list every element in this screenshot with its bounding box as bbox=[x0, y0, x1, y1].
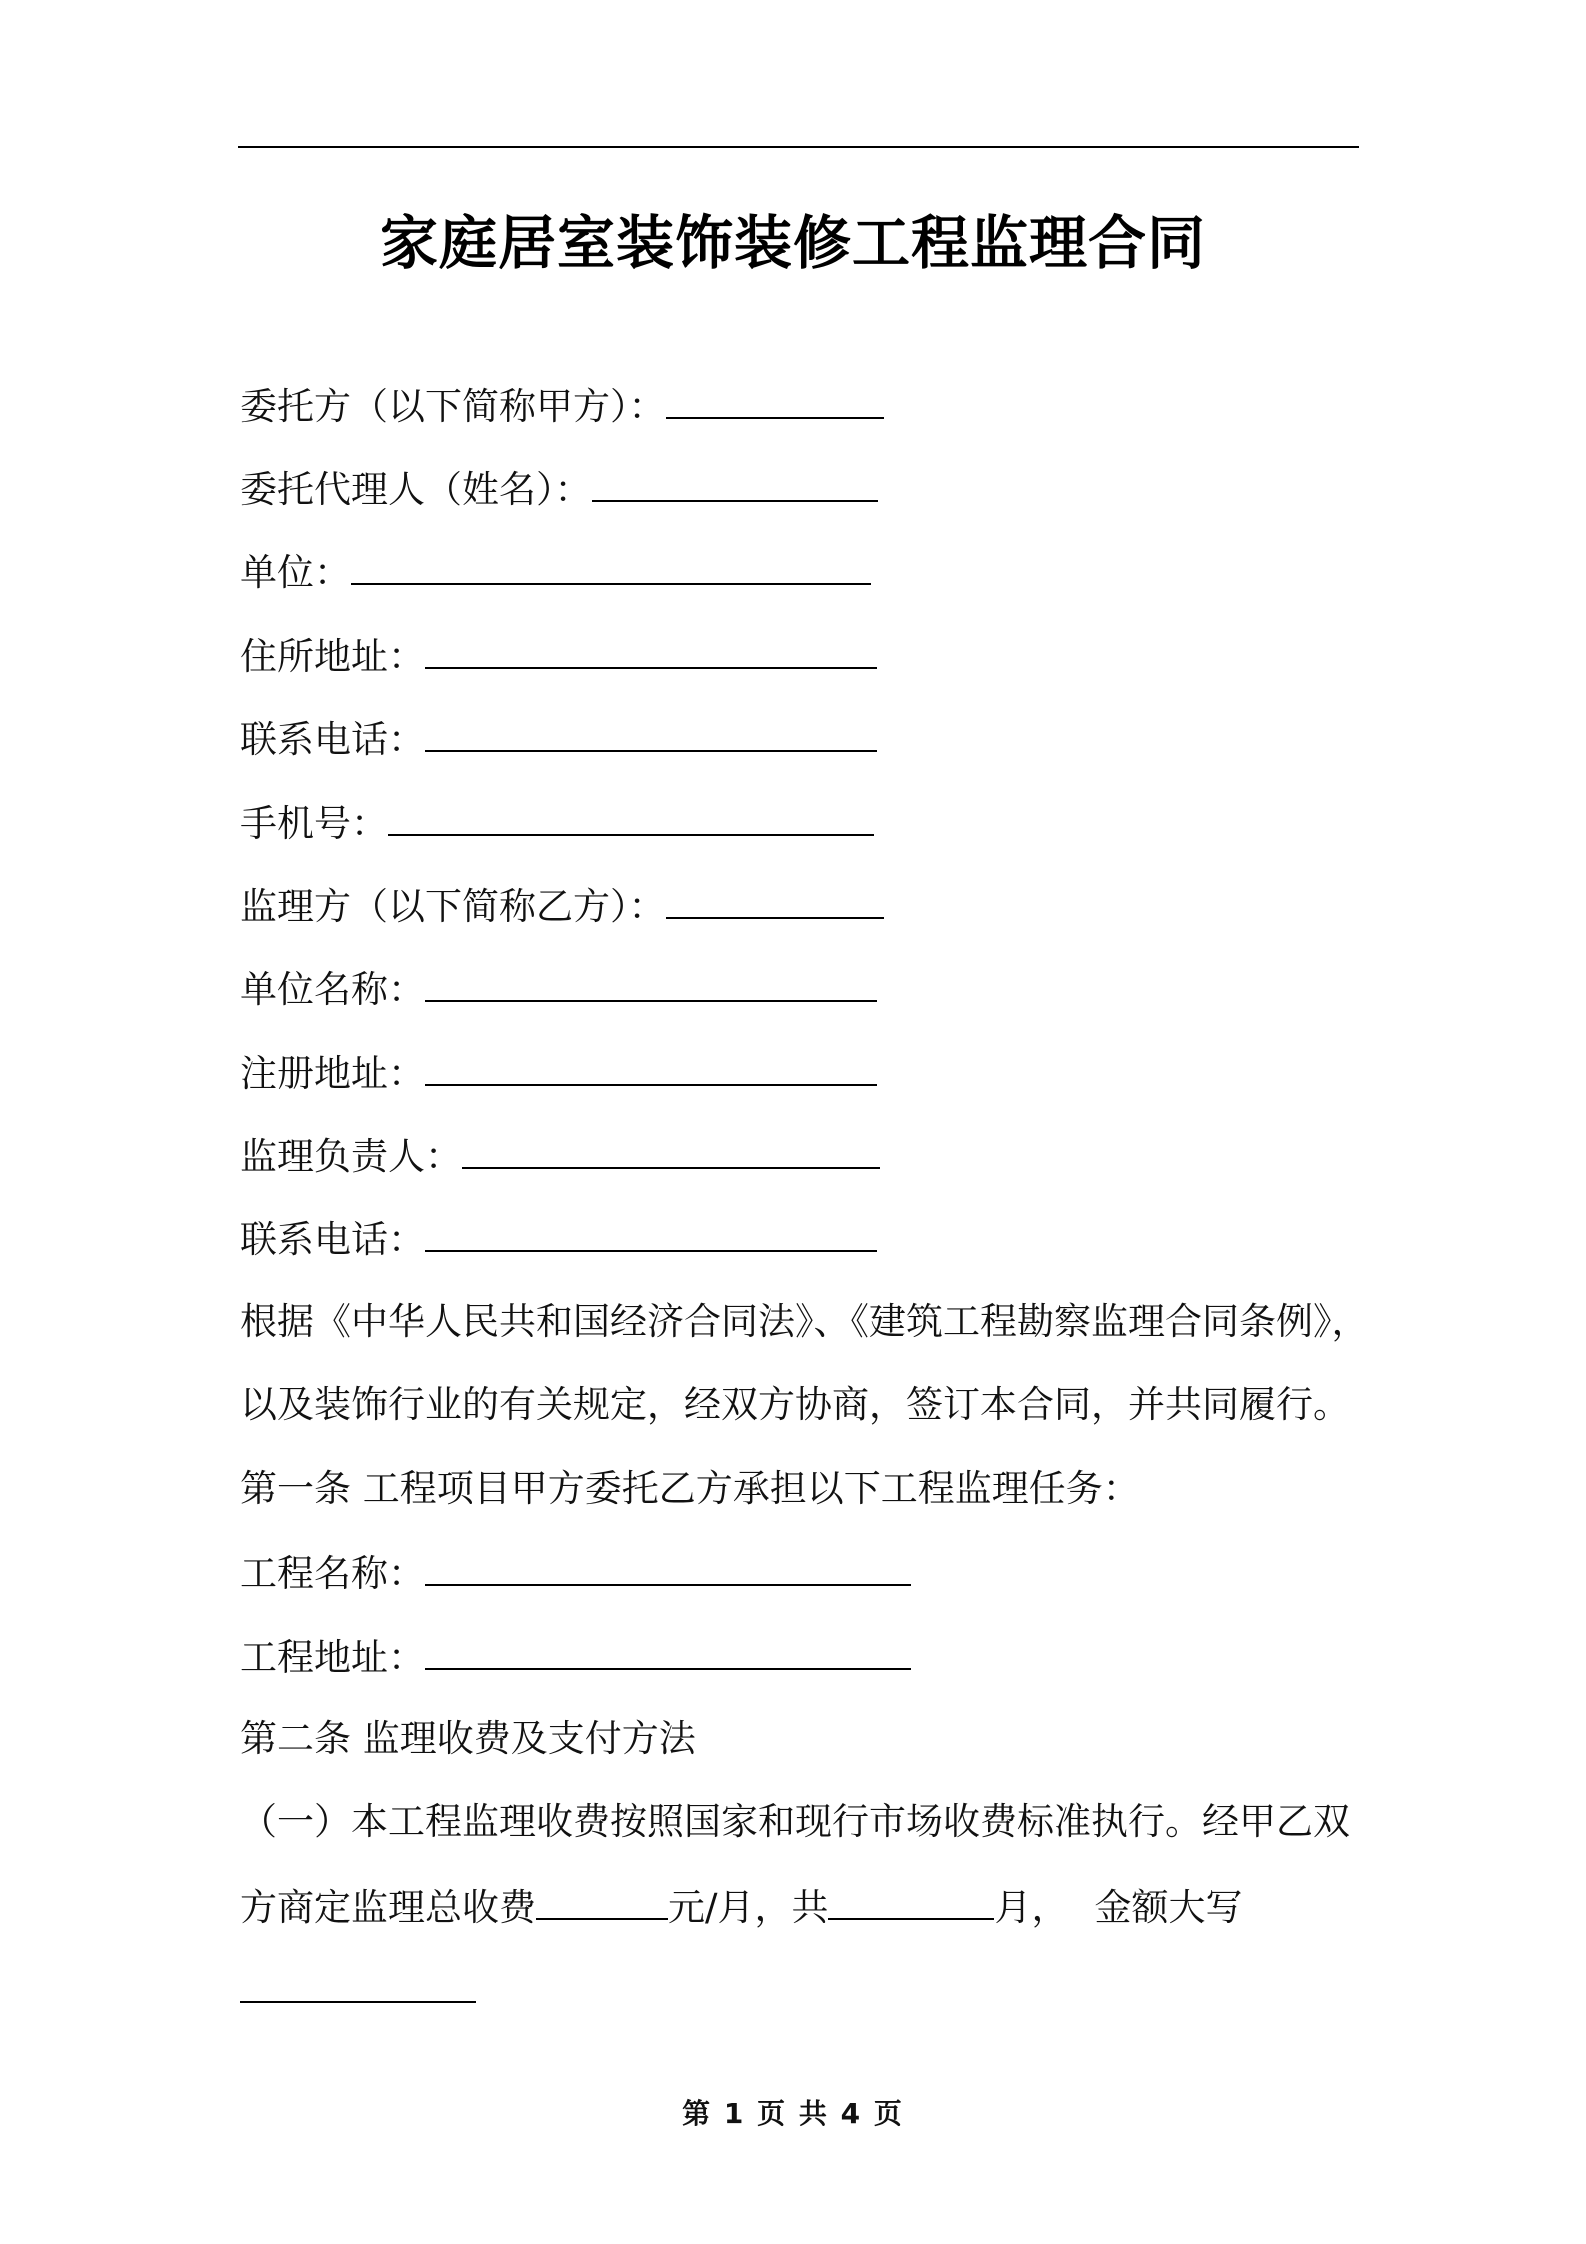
fee-unit-label: 元/月，共 bbox=[668, 1886, 829, 1929]
project-name-label: 工程名称： bbox=[240, 1552, 425, 1595]
amount-words-blank[interactable] bbox=[240, 1967, 476, 2003]
supervisor-line bbox=[240, 883, 884, 929]
page-footer: 第 1 页 共 4 页 bbox=[682, 2097, 904, 2130]
monthly-fee-blank[interactable] bbox=[536, 1884, 668, 1920]
project-address-label: 工程地址： bbox=[240, 1636, 425, 1679]
client-blank[interactable] bbox=[666, 383, 884, 419]
project-name-line bbox=[240, 1550, 911, 1596]
supervisor-lead-blank[interactable] bbox=[462, 1133, 880, 1169]
mobile-blank[interactable] bbox=[388, 800, 874, 836]
project-address-line bbox=[240, 1634, 911, 1680]
reg-address-label: 注册地址： bbox=[240, 1052, 425, 1095]
unit-name-line bbox=[240, 966, 877, 1012]
unit-blank[interactable] bbox=[351, 549, 871, 585]
client-line bbox=[240, 383, 884, 429]
article-2-heading: 第二条 监理收费及支付方法 bbox=[240, 1717, 696, 1760]
phone-label: 联系电话： bbox=[240, 718, 425, 761]
project-name-blank[interactable] bbox=[425, 1550, 911, 1586]
mobile-line bbox=[240, 800, 874, 846]
months-blank[interactable] bbox=[828, 1884, 994, 1920]
article-1-heading: 第一条 工程项目甲方委托乙方承担以下工程监理任务： bbox=[240, 1467, 1140, 1510]
reg-address-line bbox=[240, 1050, 877, 1096]
address-blank[interactable] bbox=[425, 633, 877, 669]
months-label: 月， bbox=[994, 1886, 1069, 1929]
phone-blank[interactable] bbox=[425, 716, 877, 752]
supervisor-phone-line bbox=[240, 1216, 877, 1262]
fee-total-label: 方商定监理总收费 bbox=[240, 1886, 536, 1929]
unit-name-label: 单位名称： bbox=[240, 968, 425, 1011]
supervisor-lead-line bbox=[240, 1133, 880, 1179]
address-line bbox=[240, 633, 877, 679]
supervisor-phone-blank[interactable] bbox=[425, 1216, 877, 1252]
mobile-label: 手机号： bbox=[240, 802, 388, 845]
phone-line bbox=[240, 716, 877, 762]
project-address-blank[interactable] bbox=[425, 1634, 911, 1670]
address-label: 住所地址： bbox=[240, 635, 425, 678]
header-rule bbox=[238, 146, 1359, 148]
fee-paragraph-line-1: （一）本工程监理收费按照国家和现行市场收费标准执行。经甲乙双 bbox=[240, 1800, 1350, 1843]
supervisor-lead-label: 监理负责人： bbox=[240, 1135, 462, 1178]
agent-blank[interactable] bbox=[592, 466, 878, 502]
basis-paragraph-line-1: 根据《中华人民共和国经济合同法》、《建筑工程勘察监理合同条例》， bbox=[240, 1300, 1369, 1343]
client-label: 委托方（以下简称甲方）： bbox=[240, 385, 666, 428]
agent-line bbox=[240, 466, 878, 512]
basis-paragraph-line-2: 以及装饰行业的有关规定，经双方协商，签订本合同，并共同履行。 bbox=[240, 1383, 1350, 1426]
amount-words-label: 金额大写 bbox=[1094, 1886, 1243, 1929]
supervisor-phone-label: 联系电话： bbox=[240, 1218, 425, 1261]
unit-line bbox=[240, 549, 871, 595]
fee-paragraph-line-2 bbox=[240, 1884, 1242, 1930]
supervisor-blank[interactable] bbox=[666, 883, 884, 919]
unit-name-blank[interactable] bbox=[425, 966, 877, 1002]
supervisor-label: 监理方（以下简称乙方）： bbox=[240, 885, 666, 928]
unit-label: 单位： bbox=[240, 551, 351, 594]
amount-words-line bbox=[240, 1967, 476, 2013]
document-title: 家庭居室装饰装修工程监理合同 bbox=[379, 209, 1206, 277]
reg-address-blank[interactable] bbox=[425, 1050, 877, 1086]
agent-label: 委托代理人（姓名）： bbox=[240, 468, 592, 511]
